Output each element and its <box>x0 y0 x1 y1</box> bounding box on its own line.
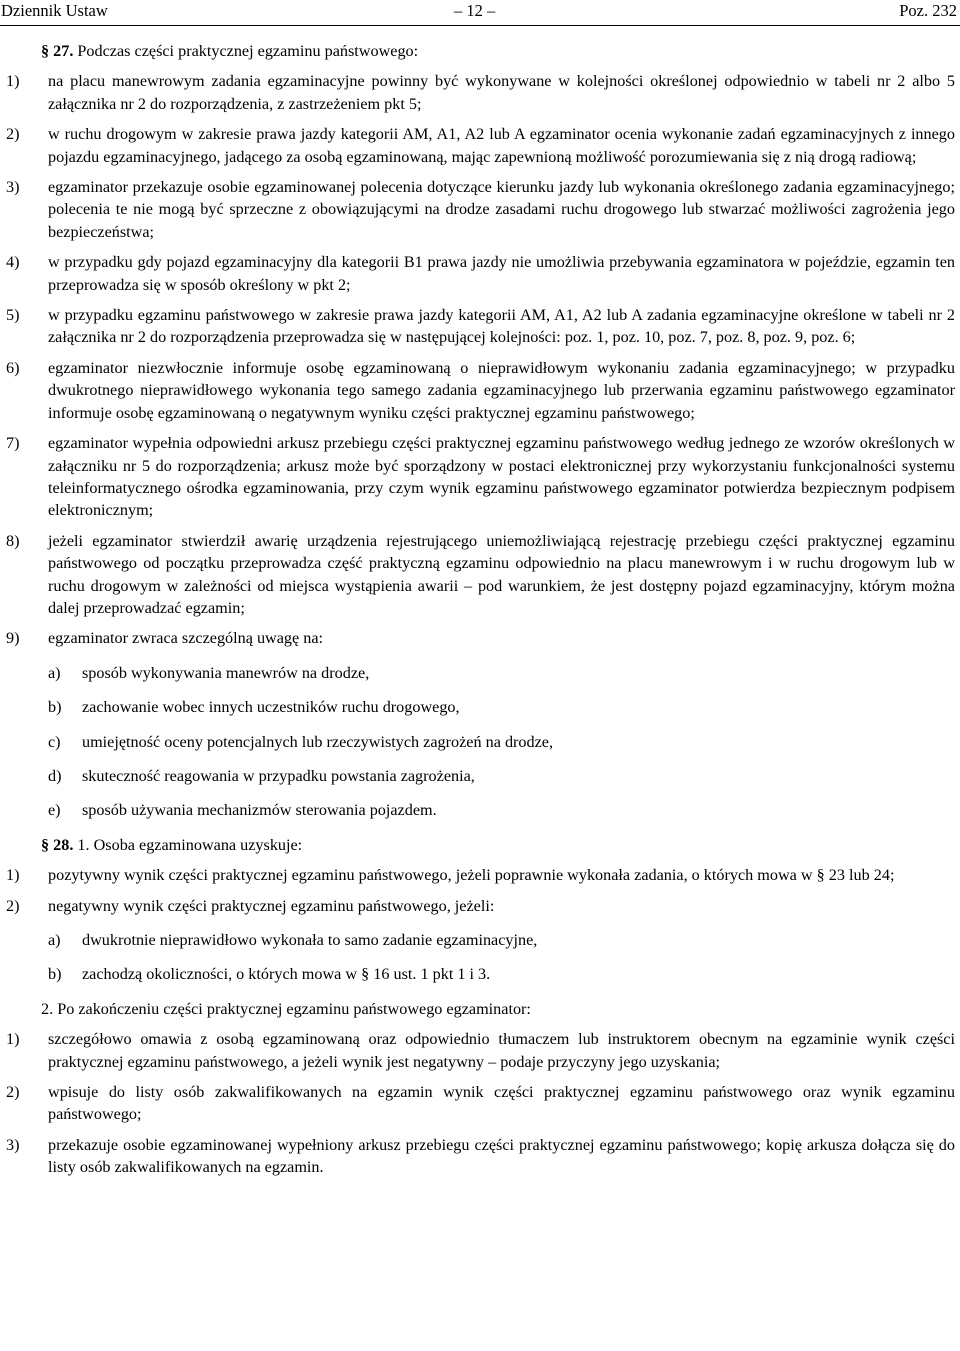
s27-subitem-d <box>6 765 955 787</box>
item-text: w ruchu drogowym w zakresie prawa jazdy kategorii AM, A1, A2 lub A egzaminator ocenia wykonanie zadań egzaminacyjnych z innego pojazdu egzaminacyjnego, jadącego za osobą egzaminowaną, mając zapewnioną możliwość porozumiewania się z nią drogą radiową; <box>48 125 955 166</box>
item-text: pozytywny wynik części praktycznej egzaminu państwowego, jeżeli poprawnie wykonała zadania, o których mowa w § 23 lub 24; <box>48 866 895 885</box>
item-number: 3) <box>6 1135 20 1154</box>
subitem-text: sposób wykonywania manewrów na drodze, <box>82 663 370 682</box>
s27-subitem-c <box>6 731 955 753</box>
s27-item-5 <box>6 304 955 349</box>
s27-item-7 <box>6 432 955 522</box>
s27-subitem-b <box>6 696 955 718</box>
item-number: 9) <box>6 629 20 648</box>
section-27-label: § 27. <box>41 42 74 60</box>
subitem-text: sposób używania mechanizmów sterowania pojazdem. <box>82 801 437 820</box>
item-text: egzaminator wypełnia odpowiedni arkusz przebiegu części praktycznej egzaminu państwowego według jednego ze wzorów określonych w załączniku nr 5 do rozporządzenia; arkusz może być sporządzony w postaci elektronicznej przy wykorzystaniu funkcjonalności systemu teleinformatycznego ośrodka egzaminowania, przy czym wynik egzaminu państwowego egzaminator potwierdza bezpiecznym podpisem elektronicznym; <box>48 434 955 520</box>
item-number: 8) <box>6 531 20 550</box>
item-text: przekazuje osobie egzaminowanej wypełniony arkusz przebiegu części praktycznej egzaminu państwowego; kopię arkusza dołącza się do listy osób zakwalifikowanych na egzamin. <box>48 1135 955 1177</box>
subitem-letter: d) <box>48 766 62 785</box>
s27-item-1 <box>6 70 955 115</box>
item-text: szczegółowo omawia z osobą egzaminowaną oraz odpowiednio tłumaczem lub instruktorem obecnym na egzaminie wynik części praktycznej egzaminu państwowego, a jeżeli wynik jest negatywny – podaje przyczyny jego uzyskania; <box>48 1030 955 1071</box>
subitem-text: skuteczność reagowania w przypadku powstania zagrożenia, <box>82 766 475 785</box>
subitem-letter: a) <box>48 931 61 949</box>
s27-item-6 <box>6 357 955 424</box>
section-28-intro <box>6 834 955 856</box>
section-28-label: § 28. <box>41 835 74 854</box>
item-number: 6) <box>6 358 20 377</box>
item-number: 5) <box>6 306 20 325</box>
subitem-letter: c) <box>48 732 61 751</box>
item-text: jeżeli egzaminator stwierdził awarię urządzenia rejestrującego uniemożliwiającą rejestrację przebiegu części praktycznej egzaminu państwowego od początku przeprowadza część praktyczną egzaminu odpowiednio na placu manewrowym i w ruchu drogowym lub w ruchu drogowym w zależności od miejsca wystąpienia awarii – pod warunkiem, że jest dostępny pojazd egzaminacyjny, którym można dalej przeprowadzać egzamin; <box>48 531 955 617</box>
item-number: 2) <box>6 1083 20 1102</box>
s28-subitem-a <box>6 929 955 951</box>
item-text: egzaminator niezwłocznie informuje osobę egzaminowaną o nieprawidłowym wykonaniu zadania egzaminacyjnego; w przypadku dwukrotnego nieprawidłowego wykonania tego samego zadania egzaminacyjnego lub przerwania egzaminu państwowego egzaminator informuje osobę egzaminowaną o negatywnym wyniku części praktycznej egzaminu państwowego; <box>48 358 955 422</box>
item-number: 2) <box>6 896 20 915</box>
s27-item-3 <box>6 176 955 243</box>
s27-item-2 <box>6 123 955 168</box>
s28-2-item-2 <box>6 1081 955 1126</box>
s28-item-1 <box>6 864 955 886</box>
subitem-text: umiejętność oceny potencjalnych lub rzeczywistych zagrożeń na drodze, <box>82 732 554 751</box>
subitem-letter: a) <box>48 663 61 682</box>
s27-item-4 <box>6 251 955 296</box>
s28-2-item-1 <box>6 1028 955 1073</box>
subitem-letter: b) <box>48 698 62 717</box>
item-number: 3) <box>6 178 20 197</box>
s28-subitem-b <box>6 963 955 985</box>
subitem-text: zachodzą okoliczności, o których mowa w § 16 ust. 1 pkt 1 i 3. <box>82 965 491 984</box>
item-text: egzaminator zwraca szczególną uwagę na: <box>48 629 324 648</box>
header-rule <box>0 25 960 26</box>
item-text: egzaminator przekazuje osobie egzaminowanej polecenia dotyczące kierunku jazdy lub wykonania określonego zadania egzaminacyjnego; polecenia te nie mogą być sprzeczne z obowiązującymi na drodze zasadami ruchu drogowego lub stwarzać możliwości zagrożenia jego bezpieczeństwa; <box>48 178 955 241</box>
s27-item-8 <box>6 530 955 620</box>
subitem-letter: e) <box>48 801 61 820</box>
section-27-intro-text: Podczas części praktycznej egzaminu państwowego: <box>77 42 419 60</box>
item-number: 4) <box>6 253 20 272</box>
journal-title: Dziennik Ustaw <box>1 1 108 20</box>
page-header <box>0 0 960 24</box>
s27-item-9 <box>6 627 955 649</box>
subitem-text: zachowanie wobec innych uczestników ruchu drogowego, <box>82 698 460 717</box>
item-text: na placu manewrowym zadania egzaminacyjne powinny być wykonywane w kolejności określonej odpowiednio w tabeli nr 2 albo 5 załącznika nr 2 do rozporządzenia, z zastrzeżeniem pkt 5; <box>48 72 955 113</box>
item-number: 1) <box>6 72 20 91</box>
s27-subitem-a <box>6 662 955 684</box>
item-number: 2) <box>6 125 20 144</box>
item-number: 1) <box>6 866 20 885</box>
s28-item-2 <box>6 895 955 917</box>
subitem-letter: b) <box>48 965 62 984</box>
item-text: wpisuje do listy osób zakwalifikowanych na egzamin wynik części praktycznej egzaminu państwowego oraz wynik egzaminu państwowego; <box>48 1083 955 1124</box>
item-text: negatywny wynik części praktycznej egzaminu państwowego, jeżeli: <box>48 896 495 915</box>
subitem-text: dwukrotnie nieprawidłowo wykonała to samo zadanie egzaminacyjne, <box>82 931 538 949</box>
page-number: – 12 – <box>454 1 496 20</box>
section-28-para-2: 2. Po zakończeniu części praktycznej egzaminu państwowego egzaminator: <box>41 999 531 1018</box>
section-27-intro <box>6 40 955 62</box>
position-number: Poz. 232 <box>899 1 957 20</box>
item-number: 1) <box>6 1030 20 1049</box>
s27-subitem-e <box>6 799 955 821</box>
document-body <box>6 40 955 1179</box>
s28-2-item-3 <box>6 1134 955 1179</box>
item-text: w przypadku gdy pojazd egzaminacyjny dla kategorii B1 prawa jazdy nie umożliwia przebywania egzaminatora w pojeździe, egzamin ten przeprowadza się w sposób określony w pkt 2; <box>48 253 955 294</box>
item-text: w przypadku egzaminu państwowego w zakresie prawa jazdy kategorii AM, A1, A2 lub A zadania egzaminacyjne określone w tabeli nr 2 załącznika nr 2 do rozporządzenia przeprowadza się w następującej kolejności: poz. 1, poz. 10, poz. 7, poz. 8, poz. 9, poz. 6; <box>48 306 955 347</box>
item-number: 7) <box>6 434 20 453</box>
section-28-intro-text: 1. Osoba egzaminowana uzyskuje: <box>77 835 303 854</box>
